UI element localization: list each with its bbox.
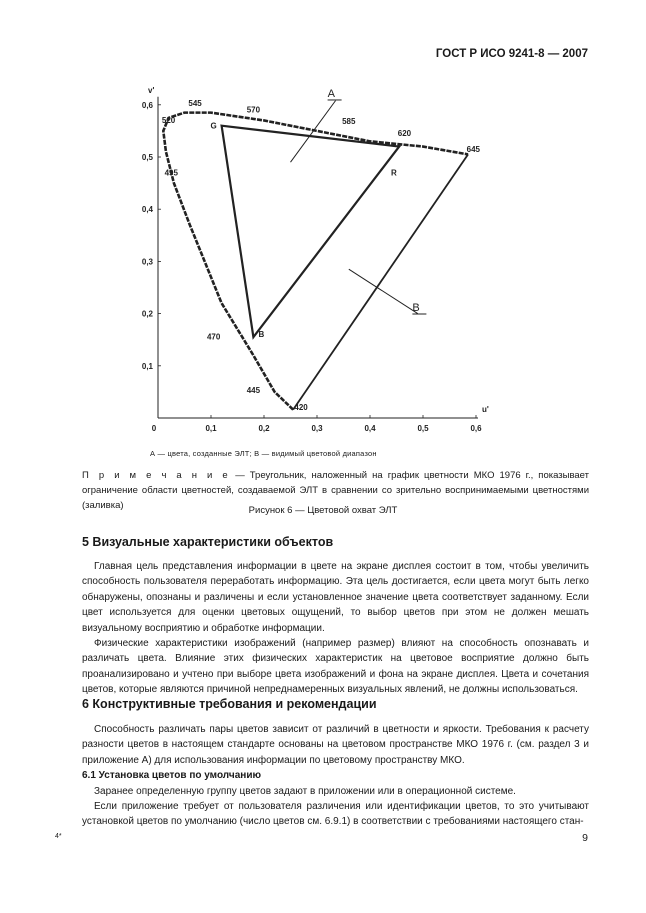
- wavelength-label: 520: [161, 116, 176, 126]
- section-6-title: 6 Конструктивные требования и рекомендации: [82, 697, 377, 711]
- figure-legend: А — цвета, созданные ЭЛТ; В — видимый цветовой диапазон: [150, 449, 377, 458]
- x-tick-label: 0,2: [258, 424, 270, 433]
- primary-vertex-label: B: [258, 330, 265, 340]
- y-tick-label: 0,5: [141, 153, 153, 162]
- section-6-paragraph-1: Способность различать пары цветов зависит от различий в цветности и яркости. Требования к расчету разности цветов в настоящем стандарте основаны на цветовом пространстве МКО 1976 г. (см. раздел 3 и приложение А) для использования информации по цветовому пространству МКО.: [82, 724, 589, 766]
- primary-vertex-label: R: [390, 168, 397, 178]
- y-tick-label: 0,6: [141, 100, 153, 110]
- leader-line: [291, 101, 336, 163]
- section-5-paragraph-1: Главная цель представления информации в цвете на экране дисплея состоит в том, чтобы увеличить способность пользователя переработать информацию. Эта цель достигается, если цвета могут быть легко обнаружены, опознаны и различены и если установленное значение цвета соответствует заданному. Если цвет используется для оценки цветовых ощущений, то выбор цветов при этом не должен мешать визуальному восприятию и обработке информации.: [82, 561, 589, 634]
- region-label: B: [412, 301, 420, 314]
- crt-gamut-triangle: [222, 126, 400, 340]
- y-tick-label: 0,4: [141, 205, 153, 215]
- x-tick-label: 0: [151, 424, 157, 433]
- section-5-title: 5 Визуальные характеристики объектов: [82, 535, 334, 549]
- wavelength-label: 495: [164, 168, 178, 178]
- wavelength-label: 585: [342, 117, 356, 127]
- wavelength-label: 470: [206, 332, 221, 342]
- section-6-paragraph-2: Заранее определенную группу цветов задают в приложении или в операционной системе.: [94, 785, 516, 797]
- y-tick-label: 0,2: [141, 309, 153, 319]
- page-number: 9: [582, 832, 588, 844]
- x-tick-label: 0,5: [417, 424, 429, 433]
- y-axis-label: v': [148, 85, 155, 95]
- region-label: A: [327, 87, 335, 100]
- x-axis-label: u': [482, 405, 489, 414]
- note-text: — Треугольник, наложенный на график цветности МКО 1976 г., показывает ограничение области цветностей, создаваемой ЭЛТ в сравнении со зрительно воспринимаемыми цветностями (заливка): [82, 470, 590, 511]
- primary-vertex-label: G: [210, 121, 217, 131]
- figure-caption: Рисунок 6 — Цветовой охват ЭЛТ: [248, 505, 398, 516]
- section-5-paragraph-2: Физические характеристики изображений (например размер) влияют на способность опознавать и различать цвета. Влияние этих физических характеристик на цветовое восприятие должно быть проанализировано и учтено при выборе цвета изображений и фона на экране дисплея. Цвета и сочетания цветов, которые являются причиной непреднамеренных визуальных явлений, не должны использоваться.: [82, 638, 589, 696]
- wavelength-label: 645: [466, 144, 481, 154]
- wavelength-label: 570: [246, 105, 261, 115]
- y-tick-label: 0,3: [141, 257, 153, 267]
- spectral-locus: [163, 113, 468, 413]
- purple-line: [293, 154, 468, 409]
- x-tick-label: 0,6: [470, 424, 482, 433]
- section-5-body: [82, 559, 589, 698]
- footer-sheet-mark: 4*: [55, 833, 62, 840]
- wavelength-label: 545: [188, 98, 202, 108]
- section-6-body: [82, 722, 589, 830]
- y-tick-label: 0,1: [141, 361, 153, 371]
- x-tick-label: 0,3: [311, 424, 323, 433]
- section-6-paragraph-3: Если приложение требует от пользователя различения или идентификации цветов, то это учитывают установкой цветов по умолчанию (число цветов см. 6.9.1) в соответствии с требованиями настоящего стан-: [82, 801, 589, 828]
- wavelength-label: 445: [246, 385, 261, 395]
- x-tick-label: 0,1: [205, 424, 217, 433]
- x-tick-label: 0,4: [364, 424, 376, 433]
- cie-chromaticity-diagram: [130, 78, 510, 438]
- note-label: П р и м е ч а н и е: [82, 470, 231, 481]
- leader-line: [349, 269, 418, 313]
- wavelength-label: 420: [294, 403, 308, 413]
- standard-header: ГОСТ Р ИСО 9241-8 — 2007: [435, 48, 588, 60]
- wavelength-label: 620: [397, 129, 412, 139]
- subsection-6-1-title: 6.1 Установка цветов по умолчанию: [82, 770, 262, 782]
